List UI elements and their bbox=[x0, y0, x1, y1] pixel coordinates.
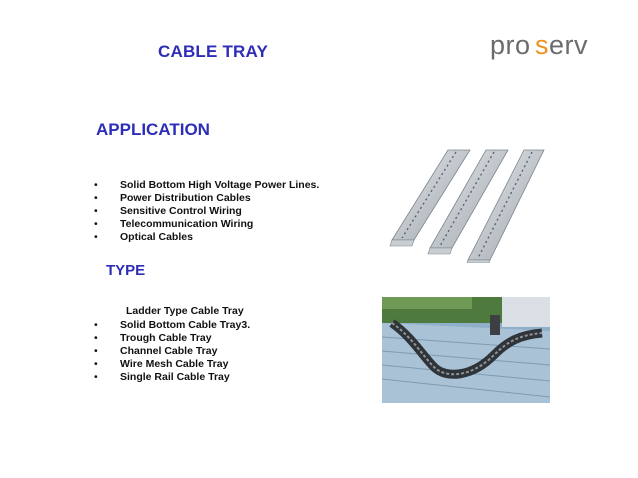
svg-text:pro: pro bbox=[490, 30, 531, 60]
list-item: • Wire Mesh Cable Tray bbox=[94, 358, 229, 370]
list-item: • Optical Cables bbox=[94, 231, 193, 243]
list-item: • Telecommunication Wiring bbox=[94, 218, 254, 230]
list-item: • Trough Cable Tray bbox=[94, 332, 212, 344]
slide-title: CABLE TRAY bbox=[158, 42, 268, 61]
application-heading: APPLICATION bbox=[96, 120, 210, 139]
type-heading: TYPE bbox=[106, 262, 146, 279]
application-list bbox=[94, 179, 319, 244]
rooftop-cable-tray-image bbox=[382, 297, 550, 403]
list-item: • Power Distribution Cables bbox=[94, 192, 251, 204]
type-list bbox=[94, 319, 250, 384]
list-item: • Sensitive Control Wiring bbox=[94, 205, 242, 217]
list-item: • Single Rail Cable Tray bbox=[94, 371, 230, 383]
type-lead-item: Ladder Type Cable Tray bbox=[126, 305, 244, 317]
svg-text:s: s bbox=[535, 30, 549, 60]
svg-text:erv: erv bbox=[549, 30, 589, 60]
proserv-logo bbox=[488, 28, 608, 64]
list-item: • Solid Bottom High Voltage Power Lines. bbox=[94, 179, 320, 191]
list-item: • Channel Cable Tray bbox=[94, 345, 218, 357]
cable-tray-image bbox=[386, 148, 546, 263]
list-item: • Solid Bottom Cable Tray3. bbox=[94, 319, 251, 331]
